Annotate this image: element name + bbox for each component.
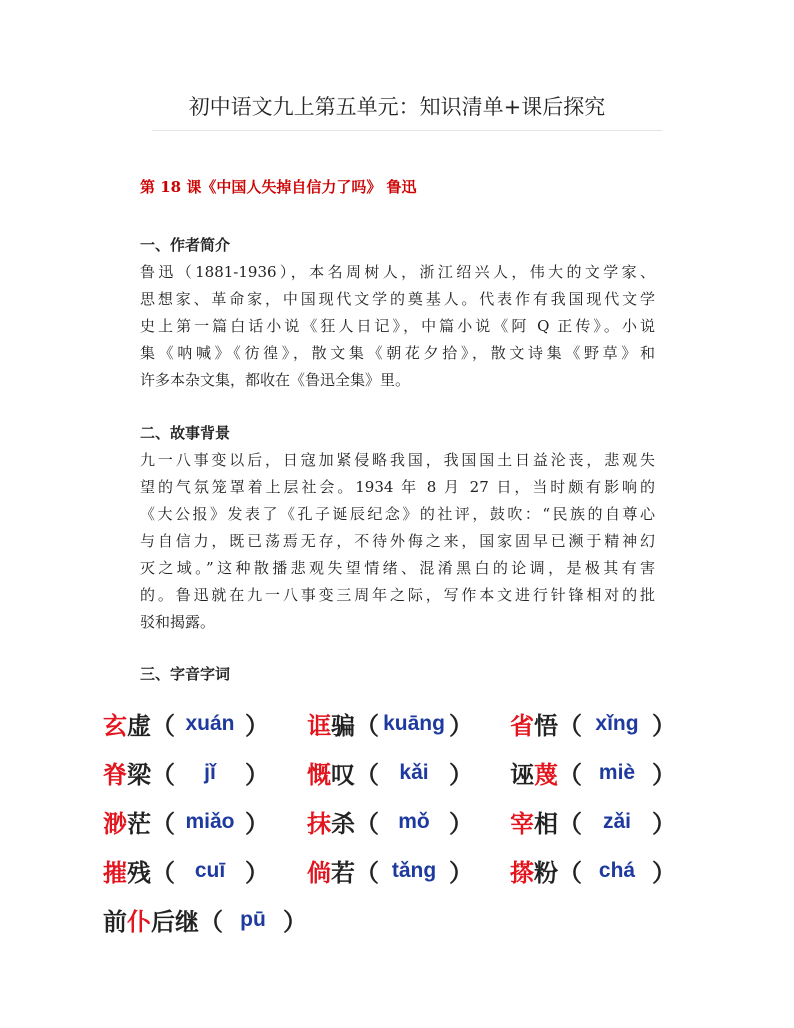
open-paren: （ <box>355 810 379 838</box>
close-paren: ） <box>652 761 676 789</box>
vocab-item <box>103 853 307 888</box>
vocab-word-char: 诬 <box>510 761 534 789</box>
vocab-item <box>307 804 510 839</box>
open-paren: （ <box>151 761 175 789</box>
pinyin-reading: cuī <box>194 858 226 882</box>
pinyin-reading: mǒ <box>398 809 430 833</box>
paragraph-line: 灭之域。”这种散播悲观失望情绪、混淆黑白的论调，是极其有害 <box>140 559 655 577</box>
close-paren: ） <box>652 859 676 887</box>
vocab-highlighted-char: 诓 <box>307 712 331 740</box>
vocab-word <box>307 755 355 790</box>
document-title: 初中语文九上第五单元：知识清单+课后探究 <box>188 95 606 119</box>
vocab-highlighted-char: 玄 <box>103 712 127 740</box>
close-paren: ） <box>283 908 307 936</box>
vocab-word-char: 虚 <box>127 712 151 740</box>
vocab-row <box>103 748 710 797</box>
close-paren: ） <box>245 859 269 887</box>
vocab-word-char: 茫 <box>127 810 151 838</box>
vocab-item <box>510 706 710 741</box>
close-paren: ） <box>449 859 473 887</box>
pinyin-reading: kuāng <box>383 711 445 735</box>
vocabulary-section <box>140 661 655 688</box>
vocab-word-char: 粉 <box>534 859 558 887</box>
vocab-word <box>510 706 558 741</box>
vocab-word <box>307 804 355 839</box>
vocab-item <box>510 755 710 790</box>
close-paren: ） <box>245 761 269 789</box>
vocab-word <box>103 853 151 888</box>
paragraph-line: 九一八事变以后，日寇加紧侵略我国，我国国土日益沦丧，悲观失 <box>140 451 655 469</box>
vocab-word <box>510 853 558 888</box>
paragraph-line: 鲁迅（1881-1936），本名周树人，浙江绍兴人，伟大的文学家、 <box>140 263 655 281</box>
open-paren: （ <box>151 712 175 740</box>
open-paren: （ <box>355 859 379 887</box>
vocab-highlighted-char: 慨 <box>307 761 331 789</box>
author-intro-paragraph <box>140 259 655 394</box>
vocab-word <box>307 853 355 888</box>
close-paren: ） <box>652 810 676 838</box>
lesson-heading: 第 18 课《中国人失掉自信力了吗》 鲁迅 <box>140 178 417 196</box>
pinyin-reading: miè <box>598 760 636 784</box>
open-paren: （ <box>558 712 582 740</box>
paragraph-line: 与自信力，既已荡焉无存，不待外侮之来，国家固早已濒于精神幻 <box>140 532 655 550</box>
paragraph-line: 史上第一篇白话小说《狂人日记》，中篇小说《阿 Q 正传》。小说 <box>140 317 655 335</box>
author-intro-section <box>140 232 655 394</box>
close-paren: ） <box>245 810 269 838</box>
vocab-item <box>103 755 307 790</box>
open-paren: （ <box>151 810 175 838</box>
vocab-item <box>307 755 510 790</box>
paragraph-line: 思想家、革命家，中国现代文学的奠基人。代表作有我国现代文学 <box>140 290 655 308</box>
vocab-highlighted-char: 仆 <box>127 908 151 936</box>
vocab-highlighted-char: 脊 <box>103 761 127 789</box>
pinyin-reading: zǎi <box>602 809 631 833</box>
pinyin-reading: xǐng <box>595 711 639 735</box>
vocab-row <box>103 699 710 748</box>
vocab-word <box>103 755 151 790</box>
vocab-word-char: 后继 <box>151 908 199 936</box>
open-paren: （ <box>355 712 379 740</box>
paragraph-line: 的。鲁迅就在九一八事变三周年之际，写作本文进行针锋相对的批 <box>140 586 655 604</box>
vocab-highlighted-char: 搽 <box>510 859 534 887</box>
pinyin-reading: xuán <box>185 711 235 735</box>
paragraph-line: 集《呐喊》《彷徨》，散文集《朝花夕拾》，散文诗集《野草》和 <box>140 344 655 362</box>
background-section <box>140 420 655 636</box>
pinyin-reading: tǎng <box>391 858 437 882</box>
pinyin-reading: chá <box>598 858 636 882</box>
vocab-row <box>103 895 710 944</box>
open-paren: （ <box>151 859 175 887</box>
vocab-item <box>103 804 307 839</box>
pinyin-reading: jǐ <box>204 760 216 784</box>
vocab-row <box>103 846 710 895</box>
vocab-word-char: 骗 <box>331 712 355 740</box>
vocab-highlighted-char: 摧 <box>103 859 127 887</box>
vocab-highlighted-char: 蔑 <box>534 761 558 789</box>
vocab-word <box>103 902 199 937</box>
vocab-word-char: 叹 <box>331 761 355 789</box>
close-paren: ） <box>449 712 473 740</box>
open-paren: （ <box>355 761 379 789</box>
vocab-item <box>103 706 307 741</box>
vocab-word-char: 悟 <box>534 712 558 740</box>
vocab-word-char: 前 <box>103 908 127 936</box>
close-paren: ） <box>652 712 676 740</box>
paragraph-line: 望的气氛笼罩着上层社会。1934 年 8 月 27 日，当时颇有影响的 <box>140 478 655 496</box>
close-paren: ） <box>245 712 269 740</box>
vocab-item <box>510 853 710 888</box>
paragraph-line: 《大公报》发表了《孔子诞辰纪念》的社评，鼓吹：“民族的自尊心 <box>140 505 655 523</box>
vocab-row <box>103 797 710 846</box>
vocab-word <box>103 804 151 839</box>
vocab-word-char: 梁 <box>127 761 151 789</box>
vocab-word-char: 残 <box>127 859 151 887</box>
paragraph-line: 驳和揭露。 <box>140 613 216 631</box>
title-divider <box>152 130 662 131</box>
paragraph-line: 许多本杂文集，都收在《鲁迅全集》里。 <box>140 371 411 389</box>
section-heading-background: 二、故事背景 <box>140 424 231 442</box>
close-paren: ） <box>449 810 473 838</box>
vocab-word <box>103 706 151 741</box>
vocab-word <box>510 755 558 790</box>
vocab-highlighted-char: 抹 <box>307 810 331 838</box>
vocab-item <box>307 706 510 741</box>
vocab-highlighted-char: 省 <box>510 712 534 740</box>
vocab-item <box>510 804 710 839</box>
section-heading-vocabulary: 三、字音字词 <box>140 665 231 683</box>
section-heading-author-intro: 一、作者简介 <box>140 236 231 254</box>
vocab-word <box>307 706 355 741</box>
vocab-highlighted-char: 宰 <box>510 810 534 838</box>
vocab-highlighted-char: 渺 <box>103 810 127 838</box>
open-paren: （ <box>558 761 582 789</box>
background-paragraph <box>140 447 655 636</box>
pinyin-reading: pū <box>240 907 266 931</box>
vocab-item <box>103 902 307 937</box>
vocab-word <box>510 804 558 839</box>
open-paren: （ <box>199 908 223 936</box>
vocab-word-char: 若 <box>331 859 355 887</box>
vocab-word-char: 相 <box>534 810 558 838</box>
vocabulary-table <box>103 699 710 944</box>
vocab-word-char: 杀 <box>331 810 355 838</box>
pinyin-reading: kǎi <box>399 760 429 784</box>
close-paren: ） <box>449 761 473 789</box>
vocab-item <box>307 853 510 888</box>
pinyin-reading: miǎo <box>185 809 235 833</box>
vocab-highlighted-char: 倘 <box>307 859 331 887</box>
open-paren: （ <box>558 810 582 838</box>
open-paren: （ <box>558 859 582 887</box>
